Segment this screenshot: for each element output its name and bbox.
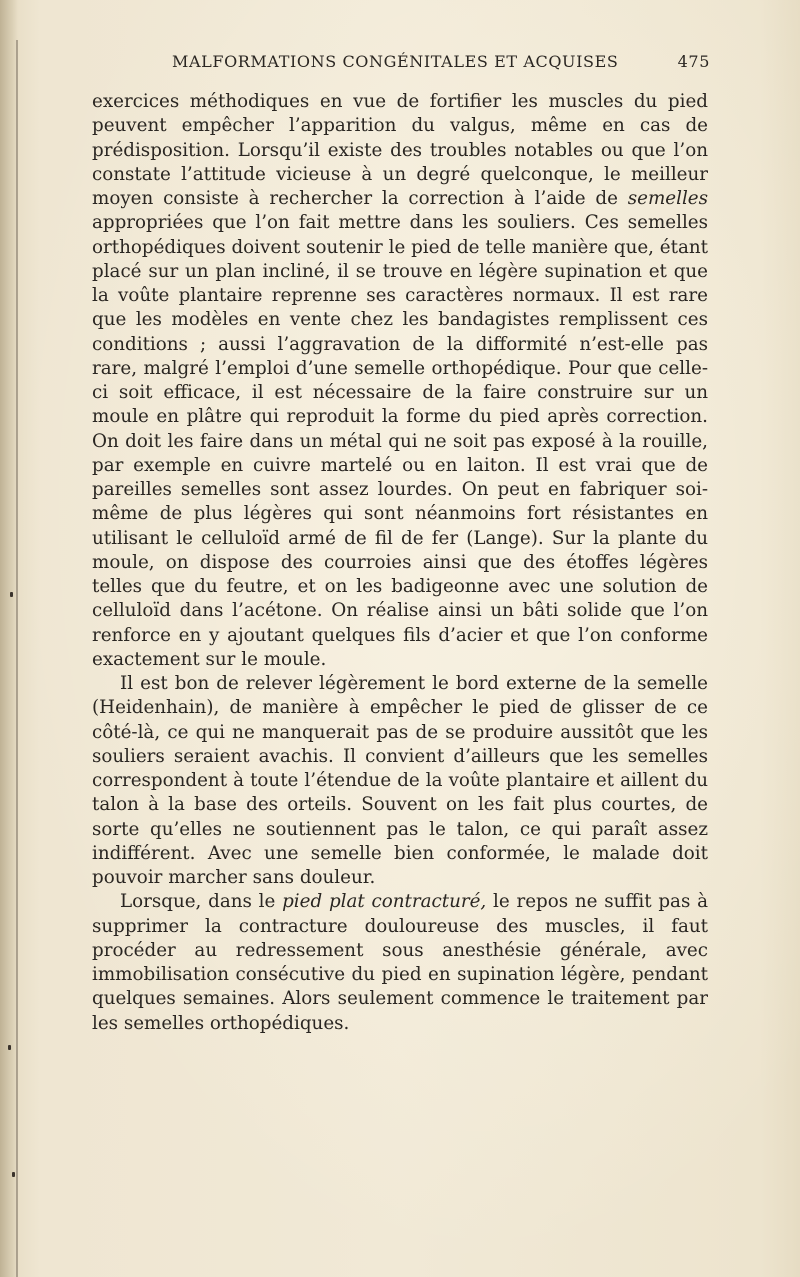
paragraph-1 bbox=[92, 90, 708, 672]
paragraph-1-emphasis-semelles: semelles bbox=[627, 188, 708, 209]
page-number: 475 bbox=[677, 52, 710, 71]
paragraph-3-text-b: le repos ne suffit pas à supprimer la contracture douloureuse des muscles, il faut procéder au redressement sous anesthésie générale, avec immobilisation consécutive du pied en supination légère, pendant quelques semaines. Alors seulement commence le traitement par les semelles orthopédiques. bbox=[92, 891, 708, 1034]
paragraph-3-emphasis-pied-plat: pied plat contracturé, bbox=[282, 891, 487, 913]
ink-speck bbox=[12, 1172, 15, 1177]
paragraph-3-text-a: Lorsque, dans le bbox=[120, 891, 283, 913]
gutter-line bbox=[16, 40, 18, 1277]
paragraph-2-text: Il est bon de relever légèrement le bord externe de la semelle (Heidenhain), de manière à empêcher le pied de glisser de ce côté-là, ce qui ne manquerait pas de se produire aussitôt que les souliers seraient avachis. Il convient d’ailleurs que les semelles correspondent à toute l’étendue de la voûte plantaire et aillent du talon à la base des orteils. Souvent on les fait plus courtes, de sorte qu’elles ne soutiennent pas le talon, ce qui paraît assez indifférent. Avec une semelle bien conformée, le malade doit pouvoir marcher sans douleur. bbox=[92, 673, 708, 888]
ink-speck bbox=[10, 592, 13, 597]
running-title: MALFORMATIONS CONGÉNITALES ET ACQUISES bbox=[172, 52, 619, 71]
paragraph-3 bbox=[92, 890, 708, 1036]
paragraph-2 bbox=[92, 672, 708, 890]
body-text bbox=[92, 90, 708, 1036]
ink-speck bbox=[8, 1045, 11, 1050]
page-header bbox=[100, 49, 710, 75]
paragraph-1-text-b: appropriées que l’on fait mettre dans les souliers. Ces semelles orthopédiques doivent soutenir le pied de telle manière que, étant placé sur un plan incliné, il se trouve en légère supination et que la voûte plantaire reprenne ses caractères normaux. Il est rare que les modèles en vente chez les bandagistes remplissent ces conditions ; aussi l’aggravation de la difformité n’est-elle pas rare, malgré l’emploi d’une semelle orthopédique. Pour que celle-ci soit efficace, il est nécessaire de la faire construire sur un moule en plâtre qui reproduit la forme du pied après correction. On doit les faire dans un métal qui ne soit pas exposé à la rouille, par exemple en cuivre martelé ou en laiton. Il est vrai que de pareilles semelles sont assez lourdes. On peut en fabriquer soi-même de plus légères qui sont néanmoins fort résistantes en utilisant le celluloïd armé de fil de fer (Lange). Sur la plante du moule, on dispose des courroies ainsi que des étoffes légères telles que du feutre, et on les badigeonne avec une solution de celluloïd dans l’acétone. On réalise ainsi un bâti solide que l’on renforce en y ajoutant quelques fils d’acier et que l’on conforme exactement sur le moule. bbox=[92, 212, 708, 670]
paragraph-1-text-a: exercices méthodiques en vue de fortifier les muscles du pied peuvent empêcher l’apparition du valgus, même en cas de prédisposition. Lorsqu’il existe des troubles notables ou que l’on constate l’attitude vicieuse à un degré quelconque, le meilleur moyen consiste à rechercher la correction à l’aide de bbox=[92, 91, 708, 209]
